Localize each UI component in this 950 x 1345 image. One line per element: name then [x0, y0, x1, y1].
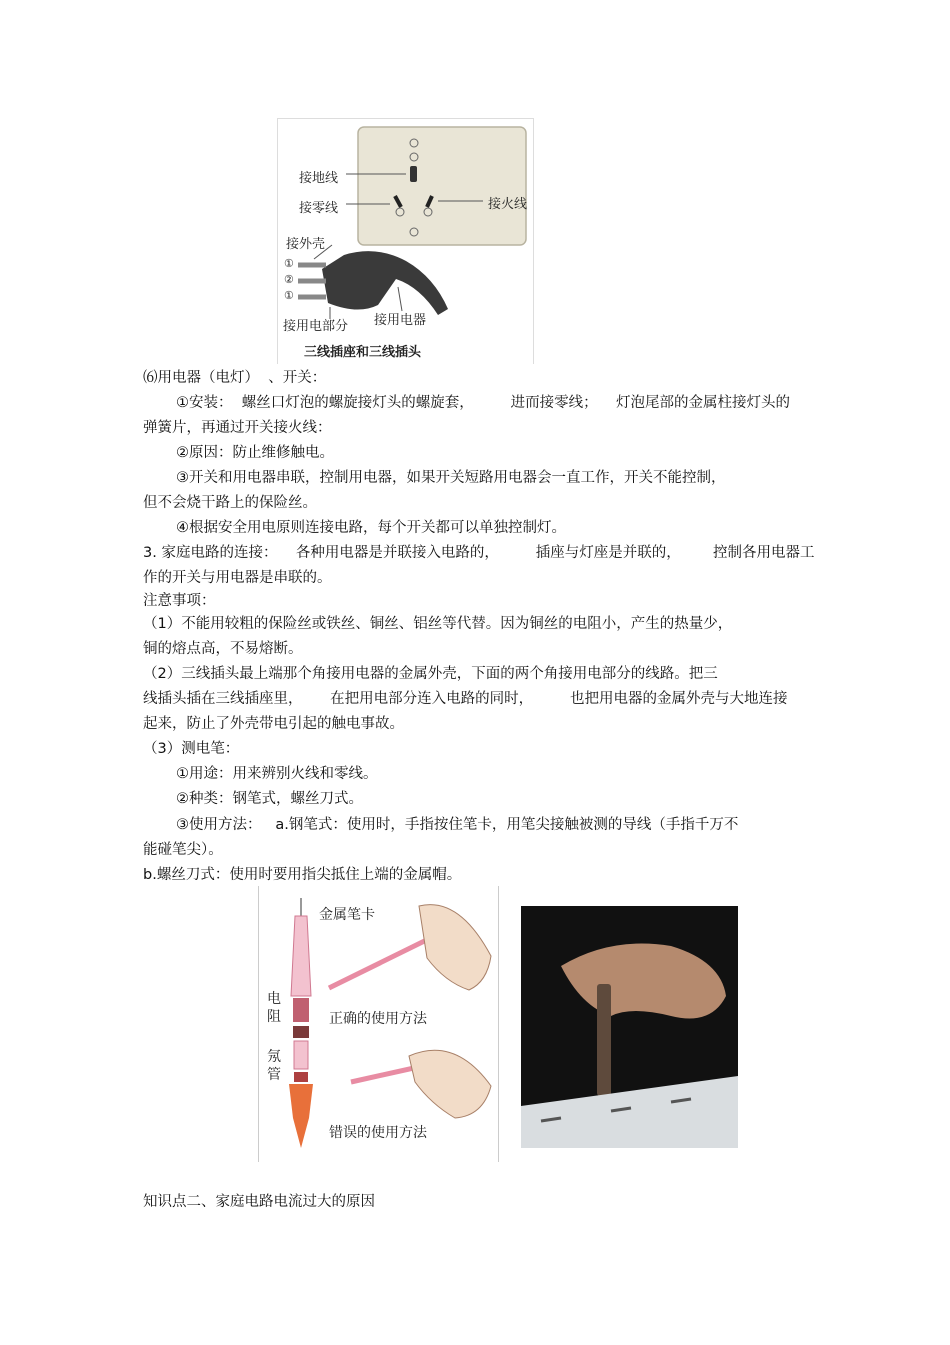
pin-number-1: ① [284, 257, 294, 270]
live-label: 接火线 [488, 197, 528, 212]
pin-number-2: ② [284, 273, 294, 286]
text-line-14: 线插头插在三线插座里， 在把用电部分连入电路的同时， 也把用电器的金属外壳与大地连接 [143, 691, 788, 707]
text-line-8: 3. 家庭电路的连接： 各种用电器是并联接入电路的， 插座与灯座是并联的， 控制各用电器工 [143, 545, 815, 561]
text-line-19: ③使用方法： a.钢笔式：使用时，手指按住笔卡，用笔尖接触被测的导线（手指千万不 [176, 817, 739, 833]
neon-label: 氖 管 [267, 1049, 281, 1083]
screwdriver-pen-photo [521, 906, 738, 1148]
text-line-15: 起来，防止了外壳带电引起的触电事故。 [143, 716, 404, 732]
text-line-6: 但不会烧干路上的保险丝。 [143, 495, 317, 511]
text-line-12: 铜的熔点高，不易熔断。 [143, 641, 303, 657]
section-heading: 知识点二、家庭电路电流过大的原因 [143, 1194, 375, 1210]
text-line-4: ②原因：防止维修触电。 [176, 445, 334, 461]
wrong-method-label: 错误的使用方法 [329, 1125, 427, 1141]
text-line-1: ⑹用电器（电灯） 、开关： [143, 370, 327, 386]
text-line-2: ①安装： 螺丝口灯泡的螺旋接灯头的螺旋套， 进而接零线； 灯泡尾部的金属柱接灯头的 [176, 395, 791, 411]
part-label: 接用电部分 [283, 319, 349, 334]
figure-caption: 三线插座和三线插头 [304, 345, 422, 360]
text-line-21: b.螺丝刀式：使用时要用指尖抵住上端的金属帽。 [143, 867, 462, 883]
text-line-13: （2）三线插头最上端那个角接用电器的金属外壳，下面的两个角接用电部分的线路。把三 [143, 666, 718, 682]
text-line-17: ①用途：用来辨别火线和零线。 [176, 766, 378, 782]
neutral-label: 接零线 [299, 201, 339, 216]
text-line-3: 弹簧片，再通过开关接火线： [143, 420, 332, 436]
socket-plug-figure [277, 118, 534, 364]
clip-label: 金属笔卡 [319, 907, 375, 923]
pin-number-3: ① [284, 289, 294, 302]
photo-drawing [521, 906, 738, 1148]
text-line-11: （1）不能用较粗的保险丝或铁丝、铜丝、铝丝等代替。因为铜丝的电阻小，产生的热量少， [143, 616, 733, 632]
shell-label: 接外壳 [286, 237, 326, 252]
ground-label: 接地线 [299, 171, 339, 186]
text-line-10: 注意事项： [143, 593, 216, 609]
resistor-label: 电 阻 [267, 991, 281, 1025]
test-pen-diagram [258, 886, 499, 1162]
text-line-18: ②种类：钢笔式，螺丝刀式。 [176, 791, 363, 807]
correct-method-label: 正确的使用方法 [329, 1011, 427, 1027]
text-line-9: 作的开关与用电器是串联的。 [143, 570, 332, 586]
text-line-20: 能碰笔尖）。 [143, 842, 223, 858]
text-line-5: ③开关和用电器串联，控制用电器，如果开关短路用电器会一直工作，开关不能控制， [176, 470, 726, 486]
text-line-16: （3）测电笔： [143, 741, 240, 757]
text-line-7: ④根据安全用电原则连接电路，每个开关都可以单独控制灯。 [176, 520, 566, 536]
appliance-label: 接用电器 [374, 313, 427, 328]
